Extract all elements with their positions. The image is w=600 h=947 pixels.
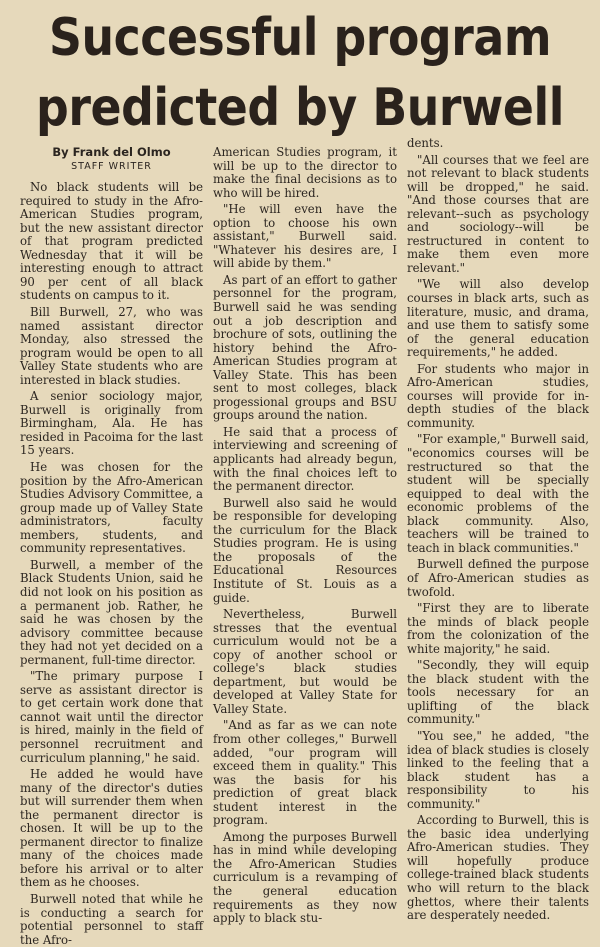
paragraph: dents. [407,136,444,150]
paragraph: He was chosen for the position by the Afro-American Studies Advisory Committee, a group made up of Valley State administrators, faculty members, students, and community representatives. [20,460,203,556]
headline-line-1: Successful program [48,8,552,68]
article-column-2 [213,145,397,926]
paragraph: Among the purposes Burwell has in mind while developing the Afro-American Studies curriculum is a revamping of the general education requirements as they now apply to black stu- [213,829,397,926]
paragraph: "And as far as we can note from other colleges," Burwell added, "our program will exceed them in quality." This was the basis for his prediction of great black student interest in the program. [213,718,397,828]
article-column-3 [407,136,589,923]
paragraph: Bill Burwell, 27, who was named assistant director Monday, also stressed the program would be open to all Valley State students who are interested in black studies. [20,305,203,387]
paragraph: He added he would have many of the director's duties but will surrender them when the permanent director is chosen. It will be up to the permanent director to finalize many of the choices made before his arrival or to alter them as he chooses. [20,767,203,890]
paragraph: No black students will be required to study in the Afro-American Studies program, but the new assistant director of that program predicted Wednesday that it will be interesting enough to attract 90 per cent of all black students on campus to it. [20,180,203,303]
paragraph: "We will also develop courses in black arts, such as literature, music, and drama, and use them to satisfy some of the general education requirements," he added. [407,277,589,360]
paragraph: As part of an effort to gather personnel for the program, Burwell said he was sending out a job description and brochure of sots, outlining the history behind the Afro-American Studies program at Valley State. This has been sent to most colleges, black progessional groups and BSU groups around the nation. [213,272,397,423]
paragraph: Burwell noted that while he is conducting a search for potential personnel to staff the Afro- [20,891,203,947]
paragraph: He said that a process of interviewing and screening of applicants had already begun, with the final choices left to the permanent director. [213,424,397,494]
paragraph: Burwell also said he would be responsible for developing the curriculum for the Black Studies program. He is using the proposals of the Educational Resources Institute of St. Louis as a guide. [213,495,397,605]
paragraph: "First they are to liberate the minds of black people from the colonization of the white majority," he said. [407,601,589,656]
paragraph: Burwell, a member of the Black Students Union, said he did not look on his position as a permanent job. Rather, he said he was chosen by the advisory committee because they had not yet decided on a permanent, full-time director. [20,557,203,667]
paragraph: "Secondly, they will equip the black student with the tools necessary for an uplifting of the black community." [407,658,589,727]
paragraph: Nevertheless, Burwell stresses that the eventual curriculum would not be a copy of another school or college's black studies department, but would be developed at Valley State for Valley State. [213,607,397,716]
paragraph: "For example," Burwell said, "economics courses will be restructured so that the student will be specially equipped to deal with the economic problems of the black community. Also, teachers will be trained to teach in black communities." [407,432,589,555]
paragraph: American Studies program, it will be up to the director to make the final decisions as to who will be hired. [213,145,397,200]
paragraph: "You see," he added, "the idea of black studies is closely linked to the feeling that a black student has a responsibility to his community." [407,728,589,811]
article-column-1 [20,145,203,947]
headline-line-2: predicted by Burwell [36,78,564,138]
paragraph: A senior sociology major, Burwell is originally from Birmingham, Ala. He has resided in Pacoima for the last 15 years. [20,389,203,458]
byline [20,146,203,173]
byline-role: STAFF WRITER [71,160,152,172]
paragraph: According to Burwell, this is the basic idea underlying Afro-American studies. They will hopefully produce college-trained black students who will return to the black ghettos, where their talents are desperately needed. [407,813,589,923]
paragraph: "He will even have the option to choose his own assistant," Burwell said. "Whatever his desires are, I will abide by them." [213,202,397,271]
paragraph: "The primary purpose I serve as assistant director is to get certain work done that cannot wait until the director is hired, mainly in the field of personnel recruitment and curriculum planning," he said. [20,669,203,765]
paragraph: For students who major in Afro-American studies, courses will provide for in-depth studies of the black community. [407,361,589,430]
paragraph: Burwell defined the purpose of Afro-American studies as twofold. [407,557,589,599]
byline-author: By Frank del Olmo [52,145,171,159]
paragraph: "All courses that we feel are not relevant to black students will be dropped," he said. "And those courses that are relevant--such as psychology and sociology--will be restructured in content to make them even more relevant." [407,152,589,275]
